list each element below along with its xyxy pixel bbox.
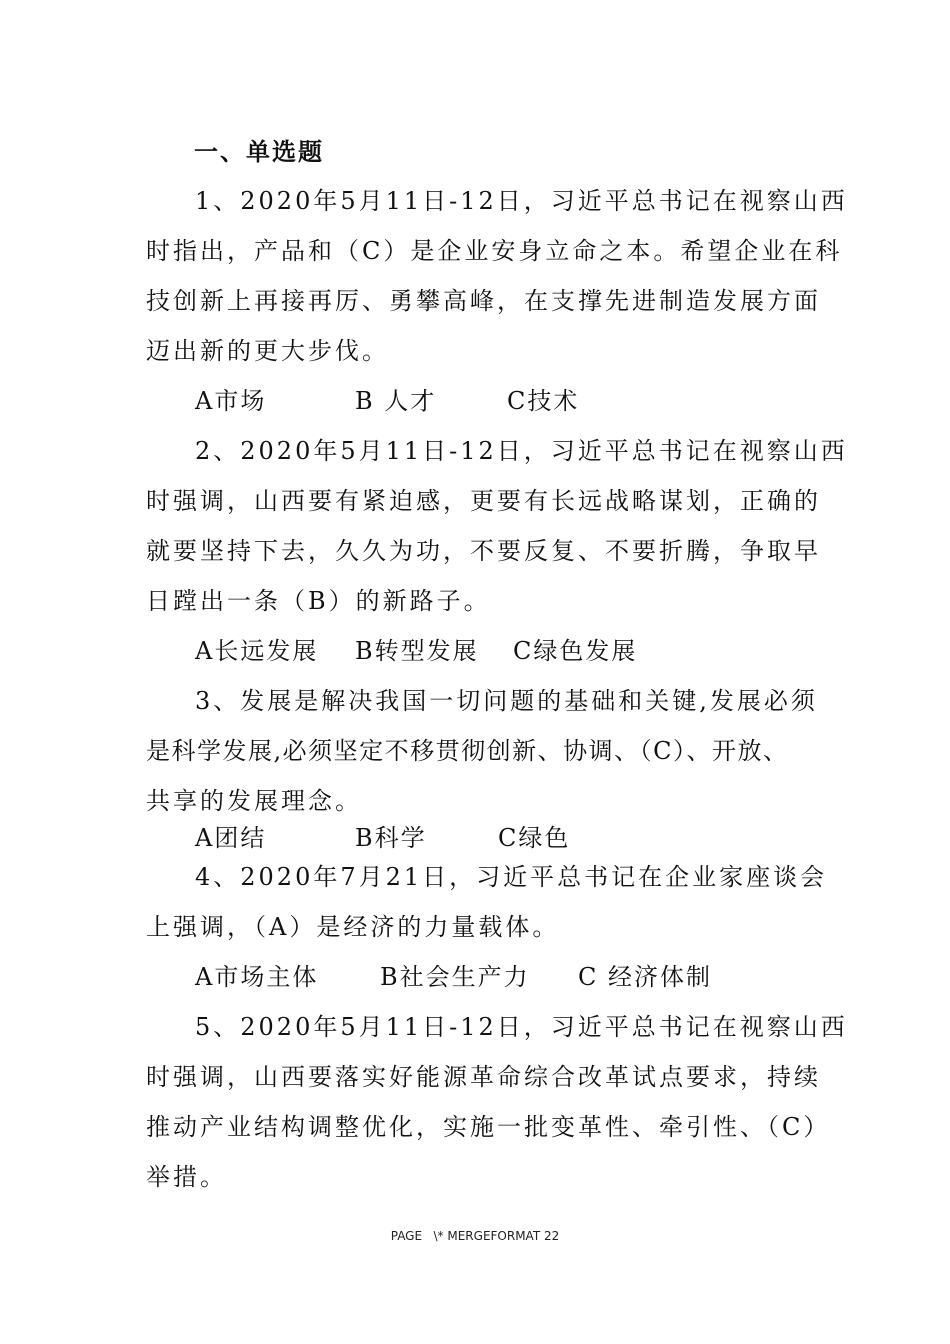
question-3-line-1: 3、发展是解决我国一切问题的基础和关键,发展必须 xyxy=(195,687,818,715)
page-footer: PAGE \* MERGEFORMAT 22 xyxy=(390,1229,560,1243)
question-2-line-1: 2、2020年5月11日-12日，习近平总书记在视察山西 xyxy=(195,437,848,465)
question-3-line-2: 是科学发展,必须坚定不移贯彻创新、协调、（C）、开放、 xyxy=(146,737,789,765)
question-1-line-3: 技创新上再接再厉、勇攀高峰，在支撑先进制造发展方面 xyxy=(146,287,821,315)
option-b: B转型发展 xyxy=(355,637,479,665)
question-2-line-3: 就要坚持下去，久久为功，不要反复、不要折腾，争取早 xyxy=(146,537,821,565)
question-5-line-3: 推动产业结构调整优化，实施一批变革性、牵引性、（C） xyxy=(146,1113,831,1141)
section-title: 一、单选题 xyxy=(194,138,324,166)
option-b: B 人才 xyxy=(355,387,437,415)
option-a: A市场主体 xyxy=(195,963,319,991)
question-2-line-2: 时强调，山西要有紧迫感，更要有长远战略谋划，正确的 xyxy=(146,487,821,515)
option-c: C技术 xyxy=(507,387,580,415)
option-a: A团结 xyxy=(195,824,267,852)
option-a: A市场 xyxy=(195,387,267,415)
question-2-line-4: 日蹚出一条（B）的新路子。 xyxy=(146,587,491,615)
question-5-line-1: 5、2020年5月11日-12日，习近平总书记在视察山西 xyxy=(195,1013,848,1041)
option-c: C 经济体制 xyxy=(578,963,712,991)
option-c: C绿色发展 xyxy=(513,637,638,665)
question-3-line-3: 共享的发展理念。 xyxy=(146,787,362,815)
question-1-line-2: 时指出，产品和（C）是企业安身立命之本。希望企业在科 xyxy=(146,237,843,265)
question-4-line-1: 4、2020年7月21日，习近平总书记在企业家座谈会 xyxy=(195,863,828,891)
question-1-line-1: 1、2020年5月11日-12日，习近平总书记在视察山西 xyxy=(195,187,848,215)
question-1-line-4: 迈出新的更大步伐。 xyxy=(146,337,389,365)
option-b: B科学 xyxy=(355,824,427,852)
question-5-line-2: 时强调，山西要落实好能源革命综合改革试点要求，持续 xyxy=(146,1063,821,1091)
question-4-line-2: 上强调，（A）是经济的力量载体。 xyxy=(146,913,560,941)
question-5-line-4: 举措。 xyxy=(146,1163,227,1191)
option-a: A长远发展 xyxy=(195,637,319,665)
option-b: B社会生产力 xyxy=(380,963,530,991)
option-c: C绿色 xyxy=(498,824,571,852)
